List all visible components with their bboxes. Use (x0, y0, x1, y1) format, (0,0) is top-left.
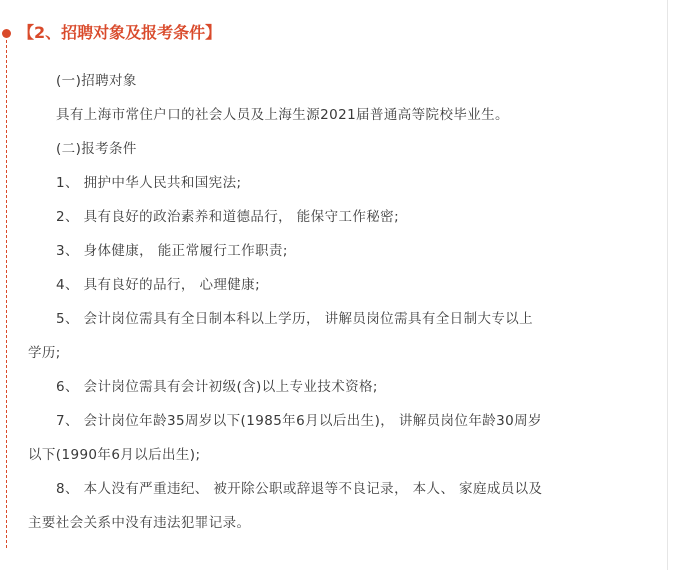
subheading-conditions: (二)报考条件 (56, 141, 137, 157)
condition-1: 1、 拥护中华人民共和国宪法; (56, 175, 242, 191)
condition-4: 4、 具有良好的品行， 心理健康; (56, 277, 261, 293)
condition-7-continued: 以下(1990年6月以后出生); (28, 447, 201, 463)
condition-8: 8、 本人没有严重违纪、 被开除公职或辞退等不良记录， 本人、 家庭成员以及 (56, 481, 543, 497)
condition-7: 7、 会计岗位年龄35周岁以下(1985年6月以后出生)， 讲解员岗位年龄30周岁 (56, 413, 542, 429)
condition-5-continued: 学历; (28, 345, 61, 361)
section-body (28, 64, 638, 540)
section-timeline-line (6, 40, 7, 548)
condition-2: 2、 具有良好的政治素养和道德品行， 能保守工作秘密; (56, 209, 400, 225)
condition-3: 3、 身体健康， 能正常履行工作职责; (56, 243, 288, 259)
subheading-recruitment-target: (一)招聘对象 (56, 73, 137, 89)
right-border (667, 0, 668, 570)
condition-5: 5、 会计岗位需具有全日制本科以上学历， 讲解员岗位需具有全日制大专以上 (56, 311, 534, 327)
condition-8-continued: 主要社会关系中没有违法犯罪记录。 (28, 515, 251, 531)
section-title: 【2、招聘对象及报考条件】 (18, 23, 222, 42)
bullet-dot-icon (2, 29, 11, 38)
paragraph-recruitment-target: 具有上海市常住户口的社会人员及上海生源2021届普通高等院校毕业生。 (56, 107, 509, 123)
condition-6: 6、 会计岗位需具有会计初级(含)以上专业技术资格; (56, 379, 378, 395)
